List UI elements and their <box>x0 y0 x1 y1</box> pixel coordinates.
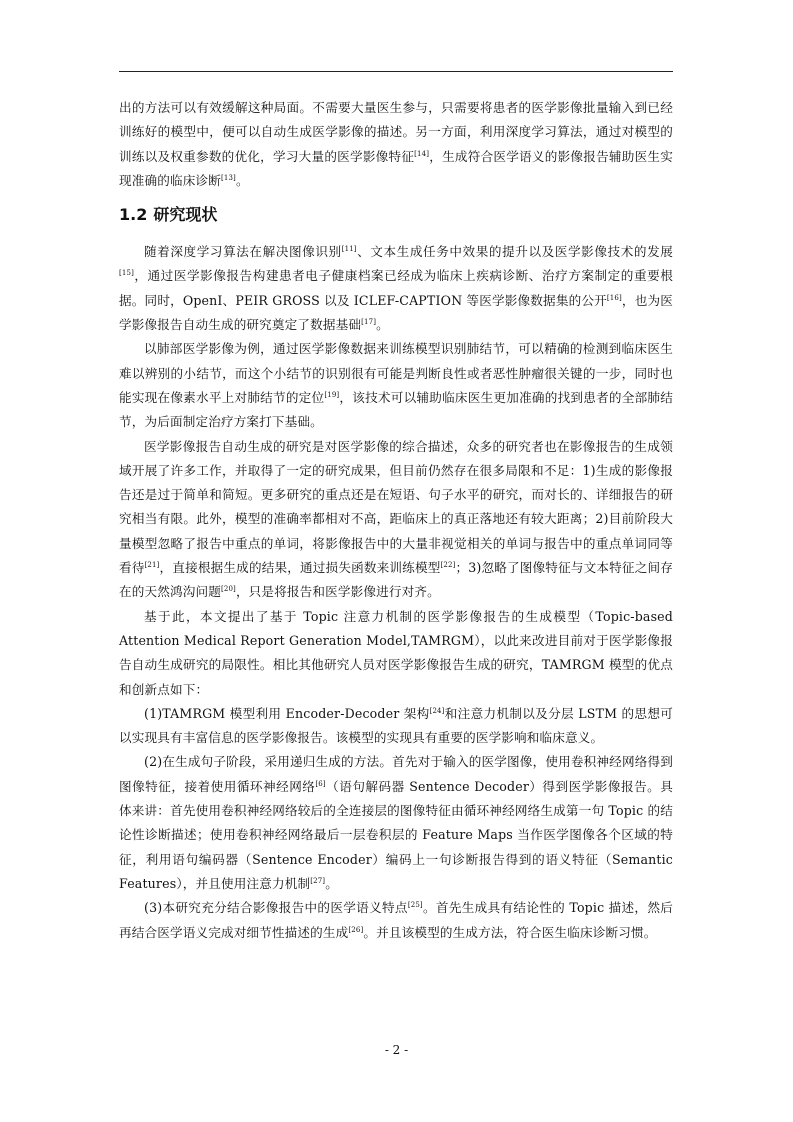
text-run: ，该技术可以辅助临床医生更加准确的找到患者的全部肺结节，为后面制定治疗方案打下基础。 <box>119 389 673 430</box>
citation-ref: [15] <box>119 269 134 278</box>
text-run: 基于此，本文提出了基于 Topic 注意力机制的医学影像报告的生成模型（Topic-based Attention Medical Report Generation Model,TAMRGM），以此来改进目前对于医学影像报告自动生成研究的局限性。相比其他研究人员对医学影像报告生成的研究，TAMRGM 模型的优点和创新点如下： <box>119 608 673 697</box>
citation-ref: [20] <box>220 585 236 594</box>
text-run: (1)TAMRGM 模型利用 Encoder-Decoder 架构 <box>144 705 430 721</box>
text-run: 。并且该模型的生成方法，符合医生临床诊断习惯。 <box>363 924 657 940</box>
citation-ref: [13] <box>220 173 236 182</box>
text-run: ，只是将报告和医学影像进行对齐。 <box>235 584 440 600</box>
citation-ref: [21] <box>144 561 160 570</box>
paragraph-innovation-1 <box>119 702 673 751</box>
citation-ref: [17] <box>361 318 377 327</box>
citation-ref: [19] <box>324 390 340 399</box>
citation-ref: [26] <box>348 925 364 934</box>
text-run: （语句解码器 Sentence Decoder）得到医学影像报告。具体来讲：首先使用卷积神经网络较后的全连接层的图像特征由循环神经网络生成第一句 Topic 的结论性诊断描述；使用卷积神经网络最后一层卷积层的 Feature Maps 当作医学图像各个区域的特征，利用语句编码器（Sentence Encoder）编码上一句诊断报告得到的语义特征（Semantic Features），并且使用注意力机制 <box>119 778 674 891</box>
text-run: 以肺部医学影像为例，通过医学影像数据来训练模型识别肺结节，可以精确的检测到临床医生难以辨别的小结节，而这个小结节的识别很有可能是判断良性或者恶性肿瘤很关键的一步，同时也能实现在像素水平上对肺结节的定位 <box>119 341 673 405</box>
citation-ref: [11] <box>341 245 357 254</box>
text-run: (2)在生成句子阶段，采用递归生成的方法。首先对于输入的医学图像，使用卷积神经网络得到图像特征，接着使用循环神经网络 <box>119 754 673 794</box>
text-run: ，直接根据生成的结果，通过损失函数来训练模型 <box>159 560 441 576</box>
header-rule <box>119 71 673 72</box>
page-body <box>119 96 673 945</box>
text-run: ，通过医学影像报告构建患者电子健康档案已经成为临床上疾病诊断、治疗方案制定的重要根据。同时，OpenI、PEIR GROSS 以及 ICLEF-CAPTION 等医学影像数据集的公开 <box>119 268 673 308</box>
page-number: - 2 - <box>384 1043 409 1057</box>
citation-ref: [6] <box>315 779 326 788</box>
text-run: 随着深度学习算法在解决图像识别 <box>144 244 342 260</box>
section-number: 1.2 <box>119 205 148 225</box>
paragraph-lung-example <box>119 337 673 434</box>
paragraph-limitations <box>119 435 673 605</box>
text-run: 和注意力机制以及分层 LSTM 的思想可以实现具有丰富信息的医学影像报告。该模型的实现具有重要的医学影响和临床意义。 <box>119 705 674 746</box>
paragraph-innovation-2 <box>119 750 673 896</box>
text-run: ，生成符合医学语义的影像报告辅助医生实现准确的临床诊断 <box>119 148 673 188</box>
intro-paragraph <box>119 96 673 193</box>
paragraph-innovation-3 <box>119 896 673 945</box>
citation-ref: [27] <box>310 876 326 885</box>
text-run: 。 <box>325 875 338 891</box>
paragraph-proposed-model <box>119 605 673 702</box>
section-title: 研究现状 <box>153 205 218 225</box>
text-run: 医学影像报告自动生成的研究是对医学影像的综合描述，众多的研究者也在影像报告的生成领域开展了许多工作，并取得了一定的研究成果，但目前仍然存在很多局限和不足：1)生成的影像报告还是过于简单和简短。更多研究的重点还是在短语、句子水平的研究，而对长的、详细报告的研究相当有限。此外，模型的准确率都相对不高，距临床上的真正落地还有较大距离；2)目前阶段大量模型忽略了报告中重点的单词，将影像报告中的大量非视觉相关的单词与报告中的重点单词同等看待 <box>119 438 673 576</box>
text-run: 出的方法可以有效缓解这种局面。不需要大量医生参与，只需要将患者的医学影像批量输入到已经训练好的模型中，便可以自动生成医学影像的描述。另一方面，利用深度学习算法，通过对模型的训练以及权重参数的优化，学习大量的医学影像特征 <box>119 100 673 164</box>
citation-ref: [16] <box>606 293 622 302</box>
text-run: 。 <box>376 317 389 333</box>
citation-ref: [25] <box>407 901 423 910</box>
text-run: 、文本生成任务中效果的提升以及医学影像技术的发展 <box>356 244 673 260</box>
text-run: ，也为医学影像报告自动生成的研究奠定了数据基础 <box>119 292 673 333</box>
citation-ref: [14] <box>414 149 430 158</box>
text-run: (3)本研究充分结合影像报告中的医学语义特点 <box>144 900 408 916</box>
text-run: 。首先生成具有结论性的 Topic 描述，然后再结合医学语义完成对细节性描述的生成 <box>119 900 674 940</box>
section-heading <box>119 203 673 227</box>
citation-ref: [22] <box>440 561 456 570</box>
citation-ref: [24] <box>429 706 445 715</box>
paragraph-background <box>119 240 673 337</box>
text-run: 。 <box>235 172 249 188</box>
text-run: ；3)忽略了图像特征与文本特征之间存在的天然鸿沟问题 <box>119 560 673 600</box>
